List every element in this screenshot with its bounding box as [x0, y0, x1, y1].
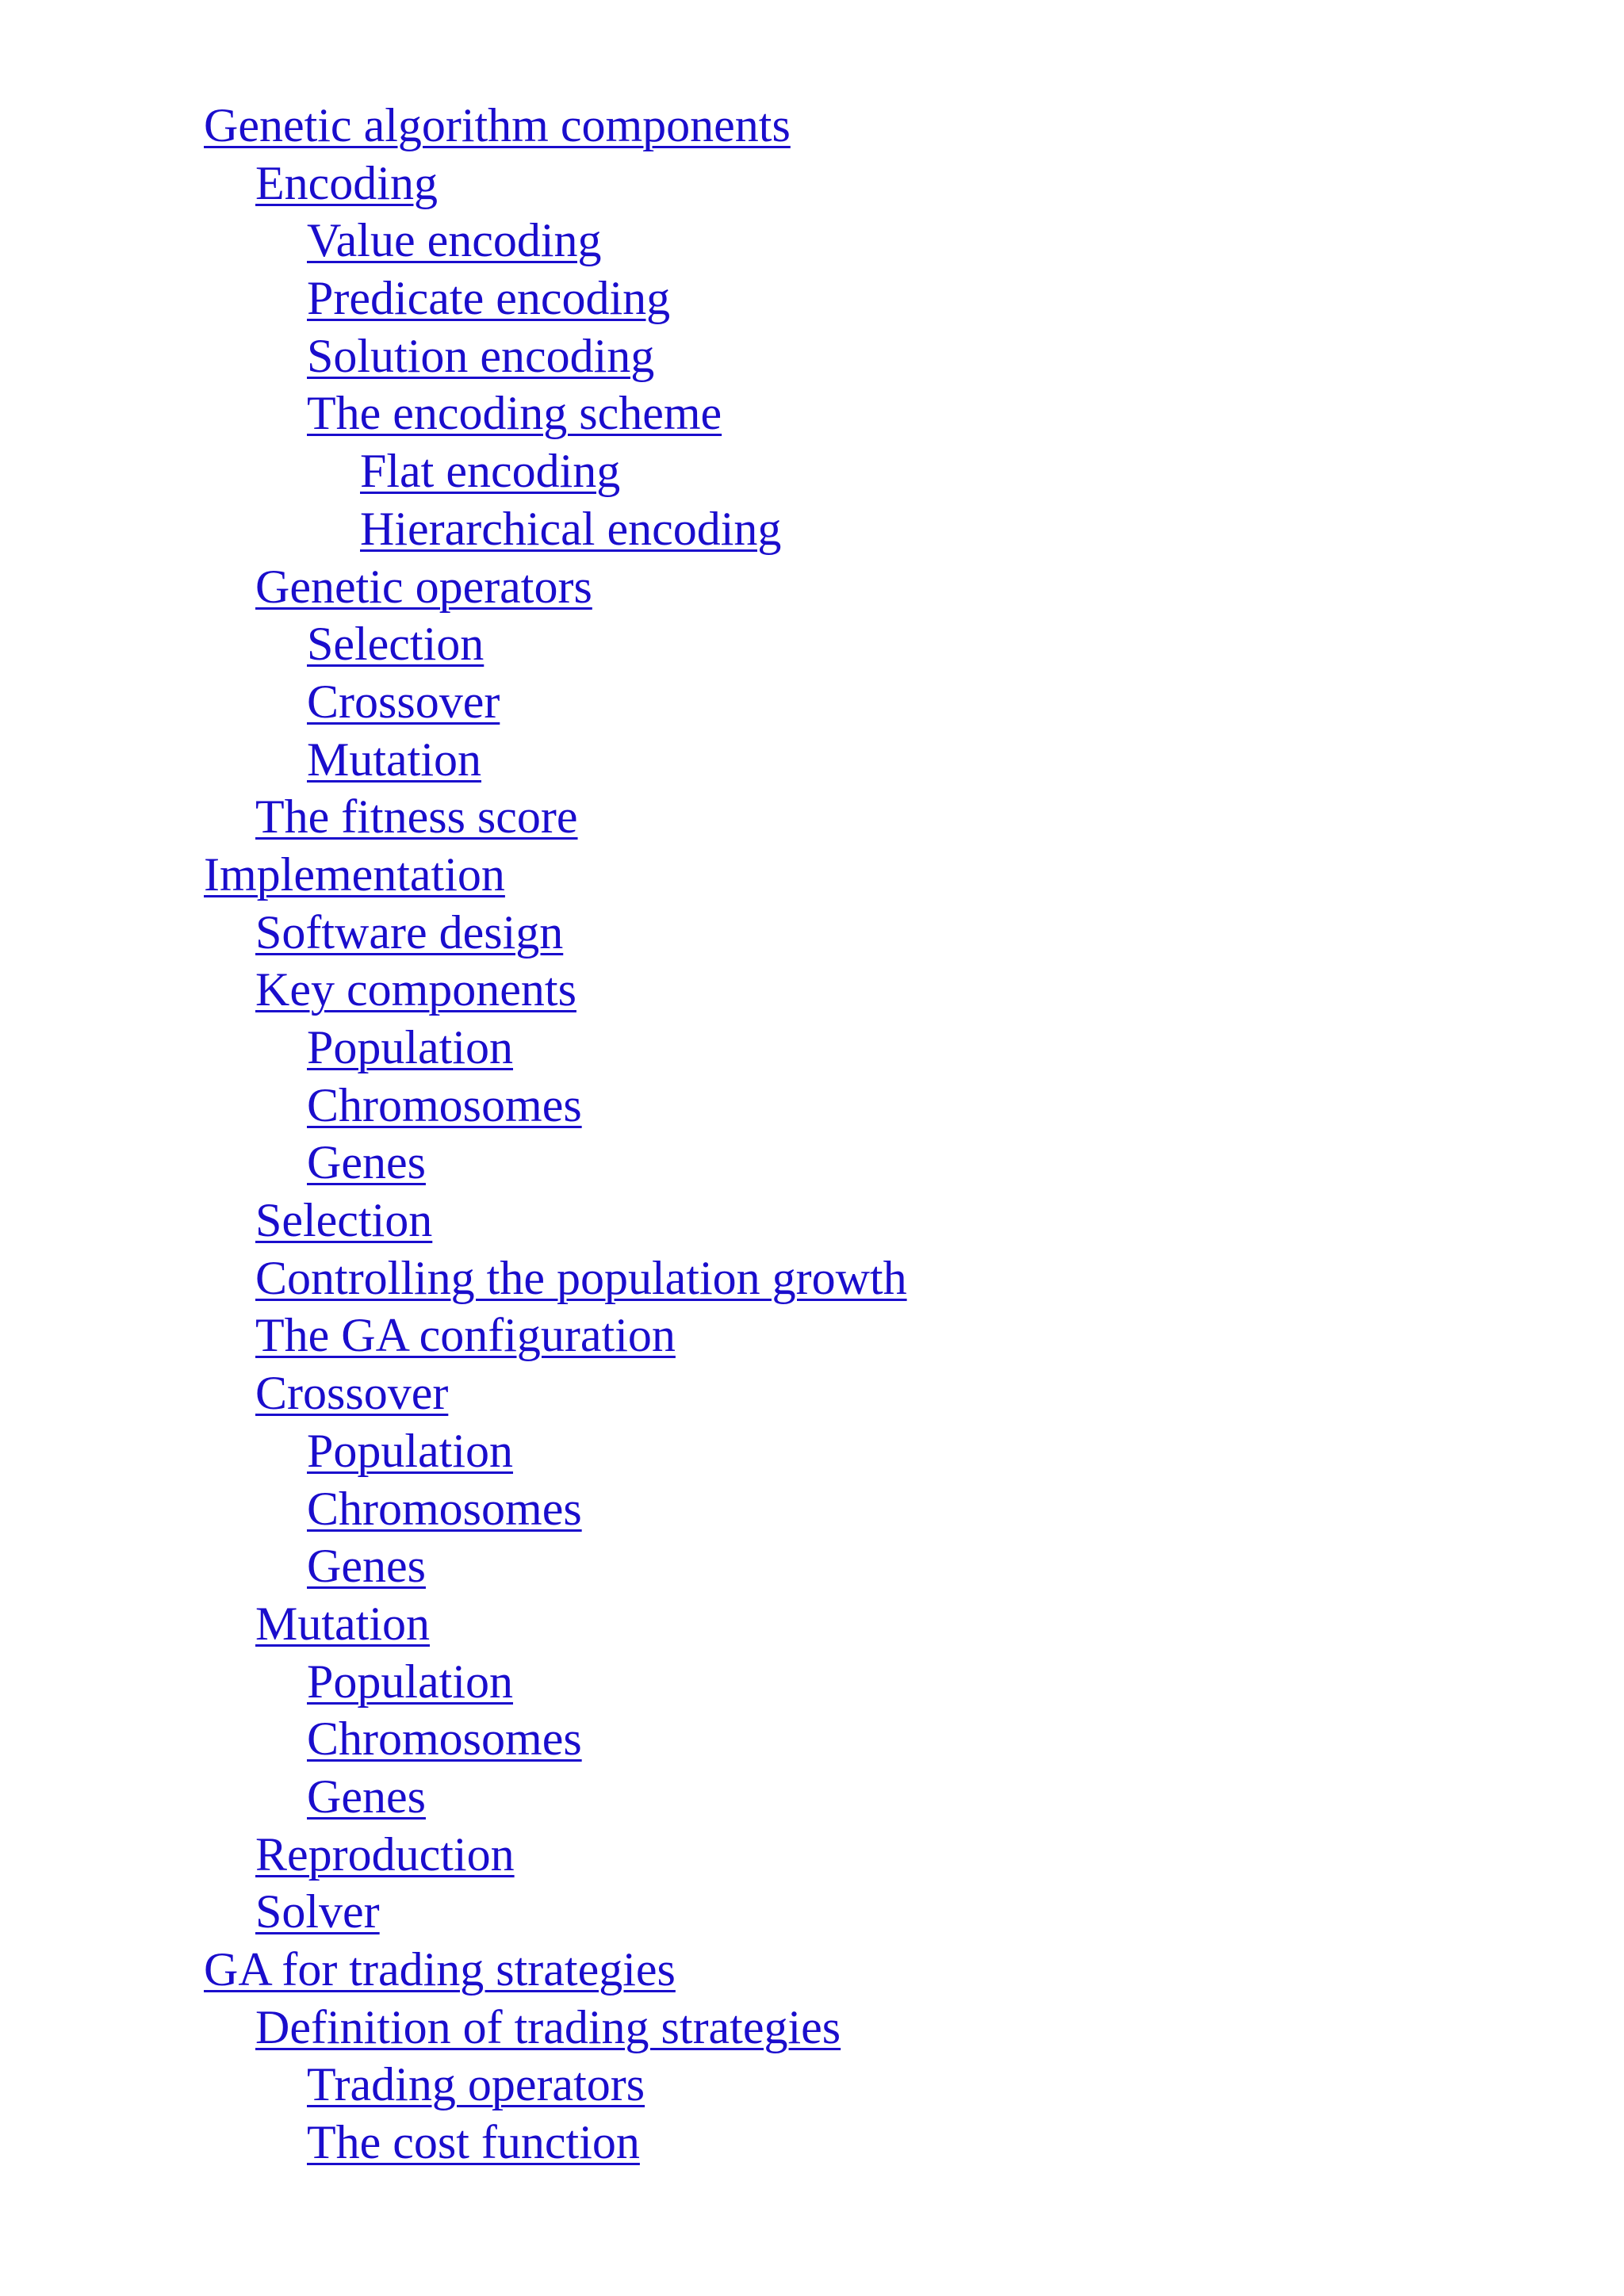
- toc-link[interactable]: Chromosomes: [307, 1712, 582, 1766]
- toc-link[interactable]: Reproduction: [255, 1827, 515, 1881]
- toc-link[interactable]: Solution encoding: [307, 329, 655, 382]
- toc-link[interactable]: Genes: [307, 1770, 426, 1823]
- toc-link[interactable]: The fitness score: [255, 790, 578, 844]
- toc-link[interactable]: Predicate encoding: [307, 272, 671, 325]
- toc-link[interactable]: Genetic operators: [255, 560, 592, 613]
- toc-item: [204, 1134, 907, 1192]
- toc-item: [204, 1595, 907, 1653]
- toc-item: [204, 1307, 907, 1364]
- toc-link[interactable]: The GA configuration: [255, 1309, 676, 1362]
- toc-link[interactable]: Crossover: [255, 1367, 449, 1420]
- toc-link[interactable]: Value encoding: [307, 214, 602, 267]
- toc-item: [204, 1826, 907, 1884]
- toc-item: [204, 558, 907, 616]
- toc-link[interactable]: Implementation: [204, 848, 505, 901]
- toc-link[interactable]: Flat encoding: [360, 445, 621, 498]
- toc-link[interactable]: Genes: [307, 1136, 426, 1189]
- toc-link[interactable]: The cost function: [307, 2116, 640, 2169]
- toc-link[interactable]: Population: [307, 1655, 514, 1708]
- toc-item: [204, 1422, 907, 1480]
- toc-link[interactable]: The encoding scheme: [307, 387, 722, 440]
- toc-item: [204, 1537, 907, 1595]
- toc-link[interactable]: Mutation: [255, 1597, 430, 1650]
- toc-item: [204, 1653, 907, 1711]
- toc-item: [204, 1941, 907, 1999]
- toc-item: [204, 97, 907, 155]
- toc-item: [204, 961, 907, 1019]
- toc-item: [204, 1077, 907, 1135]
- toc-link[interactable]: Controlling the population growth: [255, 1251, 907, 1304]
- toc-item: [204, 1883, 907, 1941]
- toc-item: [204, 327, 907, 385]
- toc-item: [204, 1710, 907, 1768]
- toc-link[interactable]: Population: [307, 1424, 514, 1477]
- toc-item: [204, 1192, 907, 1249]
- toc-item: [204, 1364, 907, 1422]
- toc-item: [204, 846, 907, 904]
- toc-item: [204, 1999, 907, 2057]
- toc-link[interactable]: Population: [307, 1021, 514, 1073]
- toc-item: [204, 442, 907, 500]
- toc-item: [204, 385, 907, 442]
- toc-link[interactable]: Crossover: [307, 675, 500, 728]
- toc-item: [204, 615, 907, 673]
- toc-item: [204, 1249, 907, 1307]
- toc-link[interactable]: Mutation: [307, 733, 481, 786]
- toc-link[interactable]: Hierarchical encoding: [360, 502, 782, 555]
- toc-link[interactable]: Chromosomes: [307, 1482, 582, 1535]
- table-of-contents: [204, 97, 907, 2172]
- toc-item: [204, 788, 907, 846]
- toc-item: [204, 500, 907, 558]
- toc-link[interactable]: Chromosomes: [307, 1078, 582, 1131]
- toc-item: [204, 2056, 907, 2114]
- toc-item: [204, 155, 907, 212]
- toc-link[interactable]: Genetic algorithm components: [204, 99, 791, 151]
- toc-item: [204, 904, 907, 962]
- toc-item: [204, 1019, 907, 1077]
- toc-link[interactable]: Selection: [307, 618, 485, 671]
- toc-link[interactable]: Trading operators: [307, 2058, 645, 2111]
- toc-item: [204, 1768, 907, 1826]
- toc-item: [204, 731, 907, 789]
- toc-link[interactable]: Software design: [255, 905, 564, 959]
- toc-link[interactable]: Solver: [255, 1885, 380, 1938]
- toc-link[interactable]: Key components: [255, 963, 576, 1016]
- toc-item: [204, 1480, 907, 1538]
- toc-item: [204, 212, 907, 270]
- toc-item: [204, 2114, 907, 2172]
- toc-link[interactable]: Genes: [307, 1540, 426, 1593]
- toc-link[interactable]: Selection: [255, 1194, 433, 1247]
- toc-link[interactable]: Definition of trading strategies: [255, 2000, 841, 2053]
- toc-link[interactable]: Encoding: [255, 156, 438, 209]
- toc-item: [204, 673, 907, 731]
- toc-item: [204, 270, 907, 327]
- toc-link[interactable]: GA for trading strategies: [204, 1943, 676, 1996]
